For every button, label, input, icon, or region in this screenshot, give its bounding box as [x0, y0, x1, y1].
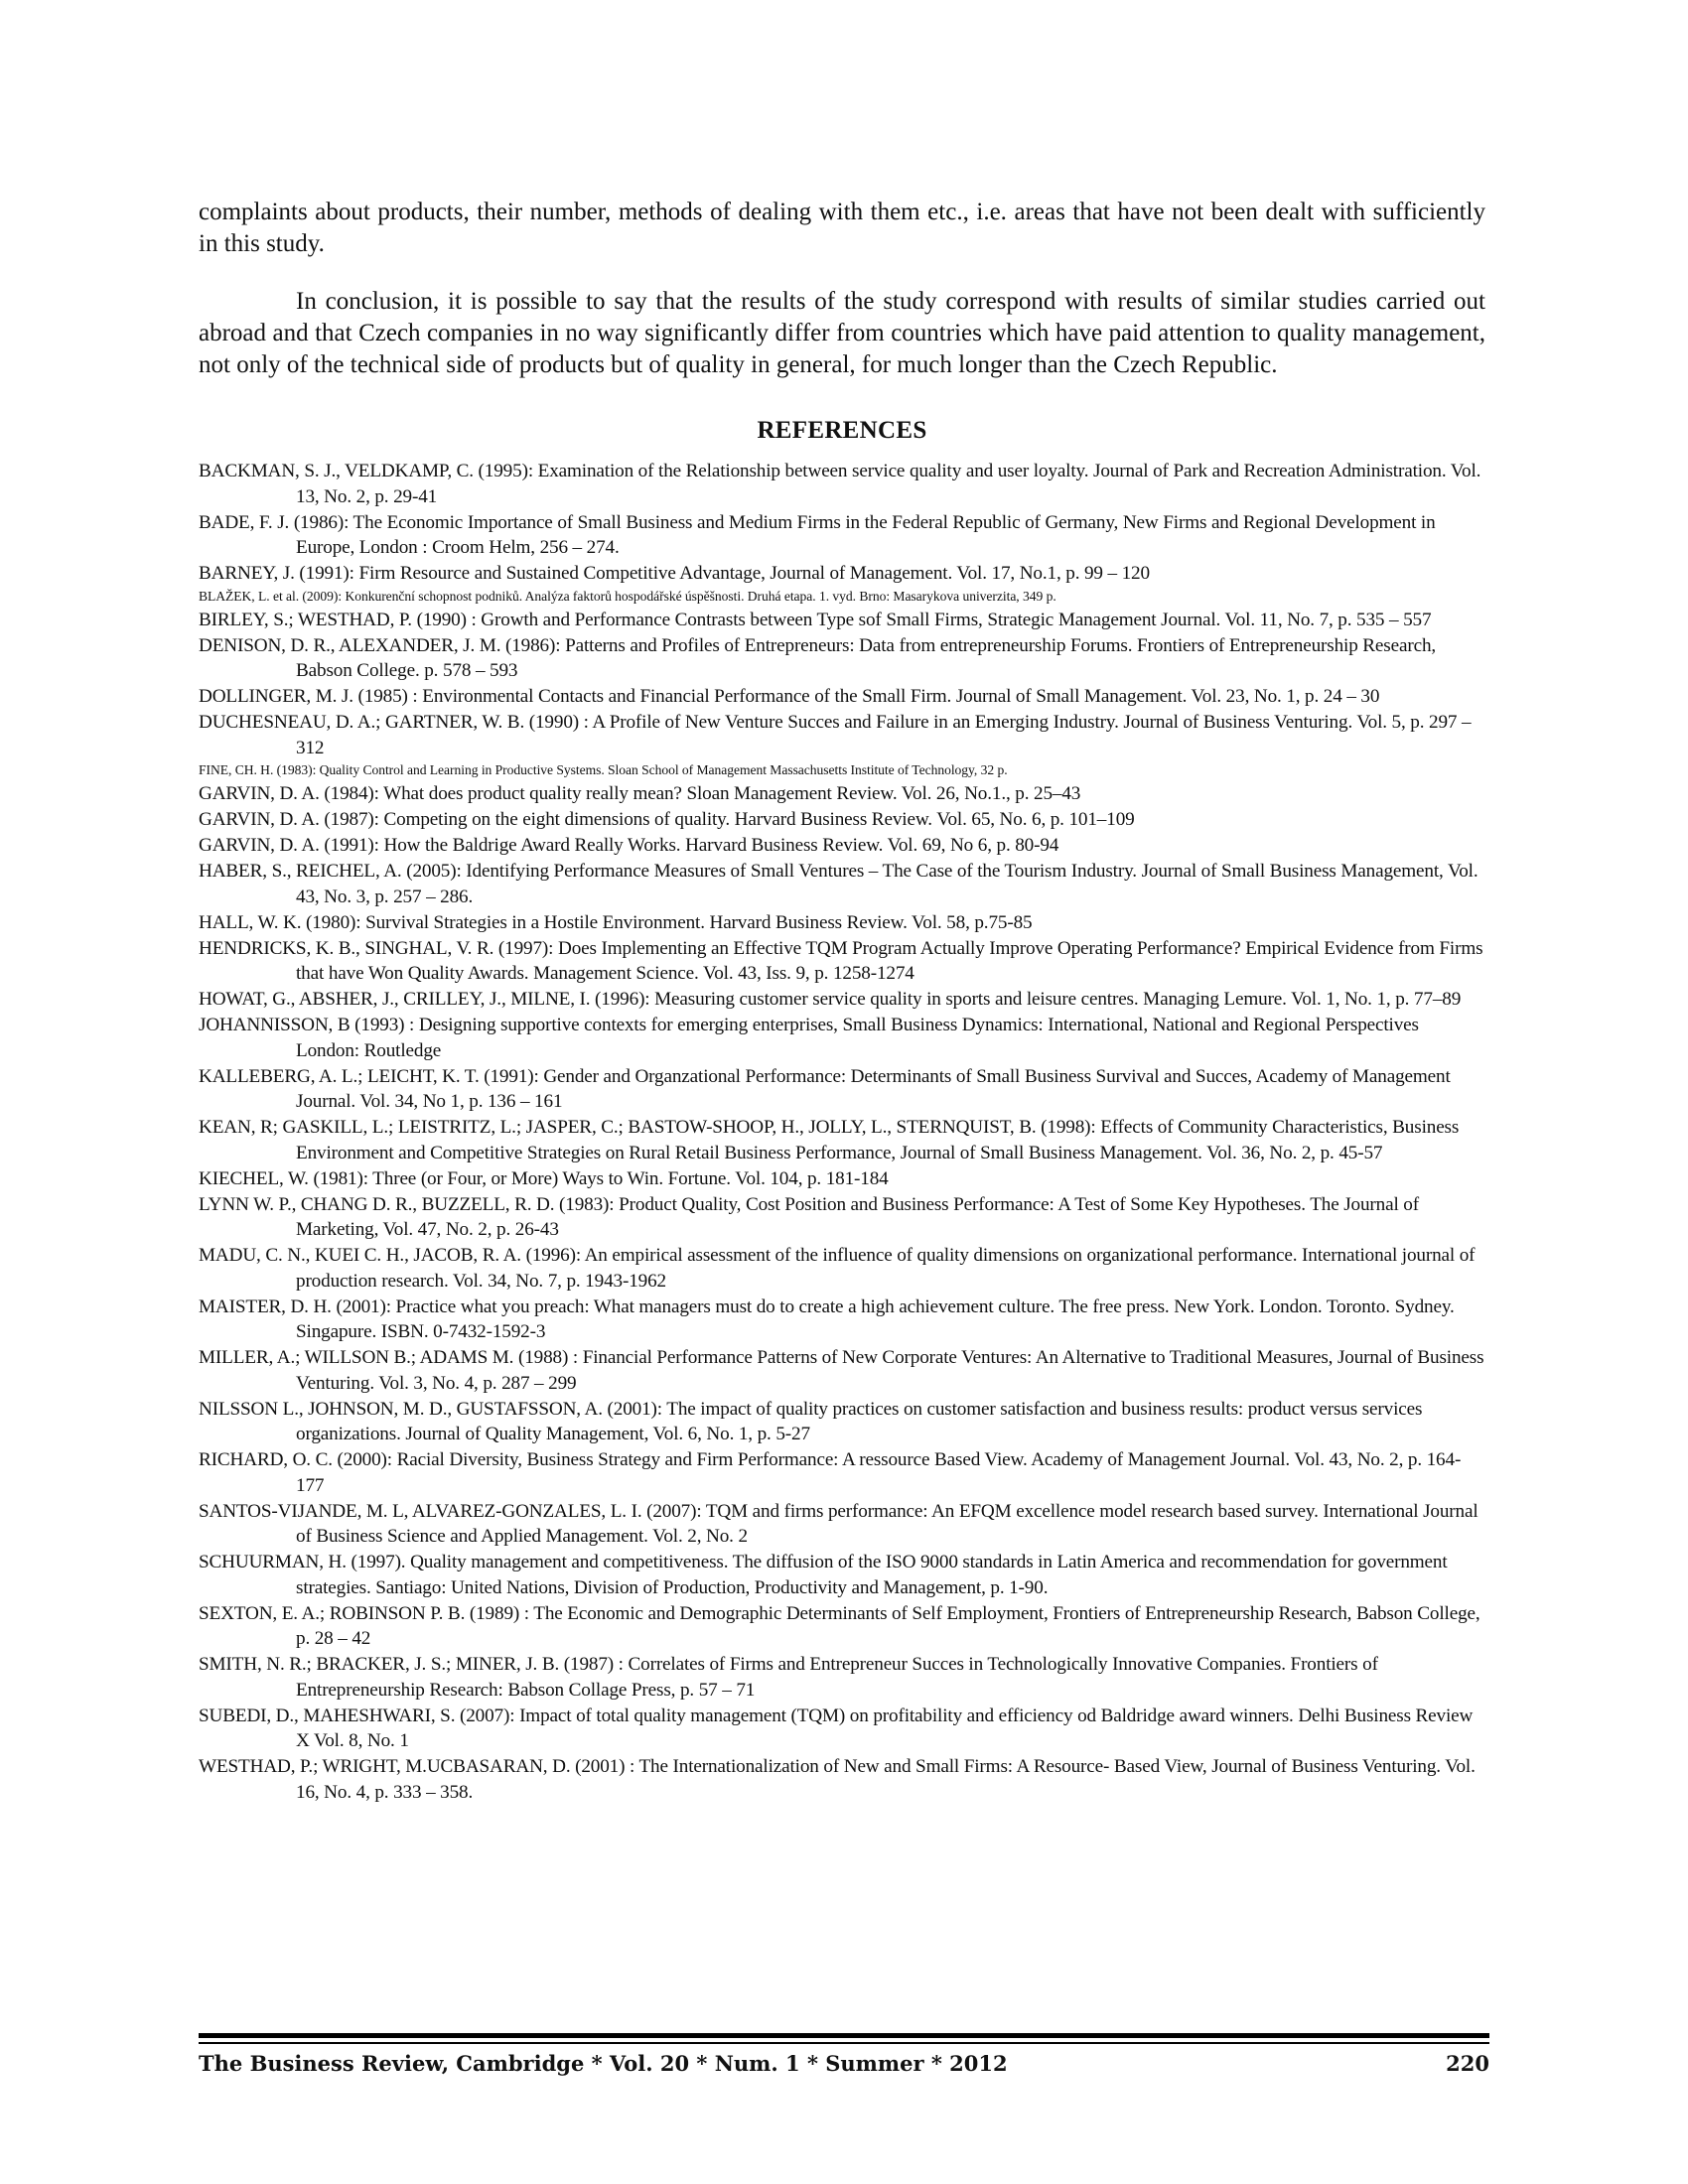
reference-item: FINE, CH. H. (1983): Quality Control and Learning in Productive Systems. Sloan School of Management Massachusetts Institute of Technology, 32 p. — [199, 762, 1008, 777]
reference-item: BIRLEY, S.; WESTHAD, P. (1990) : Growth and Performance Contrasts between Type sof Small Firms, Strategic Management Journal. Vol. 11, No. 7, p. 535 – 557 — [199, 609, 1432, 630]
page-content — [199, 197, 1485, 1806]
reference-item: HALL, W. K. (1980): Survival Strategies in a Hostile Environment. Harvard Business Review. Vol. 58, p.75-85 — [199, 911, 1033, 933]
reference-item: RICHARD, O. C. (2000): Racial Diversity, Business Strategy and Firm Performance: A ressource Based View. Academy of Management Journal. Vol. 43, No. 2, p. 164-177 — [199, 1449, 1462, 1496]
reference-item: BLAŽEK, L. et al. (2009): Konkurenční schopnost podniků. Analýza faktorů hospodářské úspěšnosti. Druhá etapa. 1. vyd. Brno: Masarykova univerzita, 349 p. — [199, 588, 1056, 604]
reference-item: KALLEBERG, A. L.; LEICHT, K. T. (1991): Gender and Organzational Performance: Determinants of Small Business Survival and Succes, Academy of Management Journal. Vol. 34, No 1, p. 136 – 161 — [199, 1065, 1451, 1112]
reference-item: LYNN W. P., CHANG D. R., BUZZELL, R. D. (1983): Product Quality, Cost Position and Business Performance: A Test of Some Key Hypotheses. The Journal of Marketing, Vol. 47, No. 2, p. 26-43 — [199, 1193, 1419, 1240]
reference-item: BADE, F. J. (1986): The Economic Importance of Small Business and Medium Firms in the Federal Republic of Germany, New Firms and Regional Development in Europe, London : Croom Helm, 256 – 274. — [199, 511, 1436, 558]
reference-item: SMITH, N. R.; BRACKER, J. S.; MINER, J. B. (1987) : Correlates of Firms and Entrepreneur Succes in Technologically Innovative Companies. Frontiers of Entrepreneurship Research: Babson Collage Press, p. 57 – 71 — [199, 1654, 1378, 1701]
reference-item: JOHANNISSON, B (1993) : Designing supportive contexts for emerging enterprises, Small Business Dynamics: International, National and Regional Perspectives London: Routledge — [199, 1015, 1419, 1061]
footer-divider-thin — [199, 2042, 1489, 2044]
reference-item: MADU, C. N., KUEI C. H., JACOB, R. A. (1996): An empirical assessment of the influence of quality dimensions on organizational performance. International journal of production research. Vol. 34, No. 7, p. 1943-1962 — [199, 1245, 1476, 1292]
reference-item: KIECHEL, W. (1981): Three (or Four, or More) Ways to Win. Fortune. Vol. 104, p. 181-184 — [199, 1167, 889, 1189]
body-paragraph-1: complaints about products, their number, methods of dealing with them etc., i.e. areas that have not been dealt with sufficiently in this study. — [199, 199, 1485, 257]
footer-journal-citation: The Business Review, Cambridge * Vol. 20 * Num. 1 * Summer * 2012 — [199, 2051, 1008, 2076]
reference-item: SEXTON, E. A.; ROBINSON P. B. (1989) : The Economic and Demographic Determinants of Self Employment, Frontiers of Entrepreneurship Research, Babson College, p. 28 – 42 — [199, 1602, 1480, 1649]
references-list — [199, 459, 1485, 1805]
reference-item: GARVIN, D. A. (1987): Competing on the eight dimensions of quality. Harvard Business Review. Vol. 65, No. 6, p. 101–109 — [199, 809, 1135, 830]
reference-item: SCHUURMAN, H. (1997). Quality management and competitiveness. The diffusion of the ISO 9000 standards in Latin America and recommendation for government strategies. Santiago: United Nations, Division of Production, Productivity and Management, p. 1-90. — [199, 1552, 1448, 1598]
reference-item: BACKMAN, S. J., VELDKAMP, C. (1995): Examination of the Relationship between service quality and user loyalty. Journal of Park and Recreation Administration. Vol. 13, No. 2, p. 29-41 — [199, 461, 1481, 507]
reference-item: MILLER, A.; WILLSON B.; ADAMS M. (1988) : Financial Performance Patterns of New Corporate Ventures: An Alternative to Traditional Measures, Journal of Business Venturing. Vol. 3, No. 4, p. 287 – 299 — [199, 1347, 1484, 1394]
body-paragraph-2: In conclusion, it is possible to say that the results of the study correspond with results of similar studies carried out abroad and that Czech companies in no way significantly differ from countries which have paid attention to quality management, not only of the technical side of products but of quality in general, for much longer than the Czech Republic. — [199, 288, 1485, 378]
page-number: 220 — [1446, 2051, 1489, 2076]
reference-item: KEAN, R; GASKILL, L.; LEISTRITZ, L.; JASPER, C.; BASTOW-SHOOP, H., JOLLY, L., STERNQUIST, B. (1998): Effects of Community Characteristics, Business Environment and Competitive Strategies on Rural Retail Business Performance, Journal of Small Business Management. Vol. 36, No. 2, p. 45-57 — [199, 1117, 1460, 1163]
reference-item: GARVIN, D. A. (1991): How the Baldrige Award Really Works. Harvard Business Review. Vol. 69, No 6, p. 80-94 — [199, 835, 1059, 856]
page-footer — [199, 2051, 1489, 2081]
reference-item: DENISON, D. R., ALEXANDER, J. M. (1986): Patterns and Profiles of Entrepreneurs: Data from entrepreneurship Forums. Frontiers of Entrepreneurship Research, Babson College. p. 578 – 593 — [199, 634, 1437, 681]
references-heading: REFERENCES — [757, 417, 927, 444]
reference-item: SANTOS-VIJANDE, M. L, ALVAREZ-GONZALES, L. I. (2007): TQM and firms performance: An EFQM excellence model research based survey. International Journal of Business Science and Applied Management. Vol. 2, No. 2 — [199, 1500, 1478, 1547]
reference-item: HENDRICKS, K. B., SINGHAL, V. R. (1997): Does Implementing an Effective TQM Program Actually Improve Operating Performance? Empirical Evidence from Firms that have Won Quality Awards. Management Science. Vol. 43, Iss. 9, p. 1258-1274 — [199, 937, 1483, 984]
reference-item: HOWAT, G., ABSHER, J., CRILLEY, J., MILNE, I. (1996): Measuring customer service quality in sports and leisure centres. Managing Lemure. Vol. 1, No. 1, p. 77–89 — [199, 989, 1462, 1010]
reference-item: WESTHAD, P.; WRIGHT, M.UCBASARAN, D. (2001) : The Internationalization of New and Small Firms: A Resource- Based View, Journal of Business Venturing. Vol. 16, No. 4, p. 333 – 358. — [199, 1756, 1476, 1803]
reference-item: GARVIN, D. A. (1984): What does product quality really mean? Sloan Management Review. Vol. 26, No.1., p. 25–43 — [199, 783, 1081, 804]
reference-item: SUBEDI, D., MAHESHWARI, S. (2007): Impact of total quality management (TQM) on profitability and efficiency od Baldridge award winners. Delhi Business Review X Vol. 8, No. 1 — [199, 1705, 1474, 1751]
footer-divider-thick — [199, 2033, 1489, 2038]
reference-item: NILSSON L., JOHNSON, M. D., GUSTAFSSON, A. (2001): The impact of quality practices on customer satisfaction and business results: product versus services organizations. Journal of Quality Management, Vol. 6, No. 1, p. 5-27 — [199, 1398, 1423, 1444]
reference-item: MAISTER, D. H. (2001): Practice what you preach: What managers must do to create a high achievement culture. The free press. New York. London. Toronto. Sydney. Singapure. ISBN. 0-7432-1592-3 — [199, 1296, 1455, 1342]
reference-item: BARNEY, J. (1991): Firm Resource and Sustained Competitive Advantage, Journal of Management. Vol. 17, No.1, p. 99 – 120 — [199, 563, 1150, 584]
reference-item: HABER, S., REICHEL, A. (2005): Identifying Performance Measures of Small Ventures – The Case of the Tourism Industry. Journal of Small Business Management, Vol. 43, No. 3, p. 257 – 286. — [199, 861, 1478, 907]
reference-item: DOLLINGER, M. J. (1985) : Environmental Contacts and Financial Performance of the Small Firm. Journal of Small Management. Vol. 23, No. 1, p. 24 – 30 — [199, 686, 1380, 707]
reference-item: DUCHESNEAU, D. A.; GARTNER, W. B. (1990) : A Profile of New Venture Succes and Failure in an Emerging Industry. Journal of Business Venturing. Vol. 5, p. 297 – 312 — [199, 712, 1472, 758]
